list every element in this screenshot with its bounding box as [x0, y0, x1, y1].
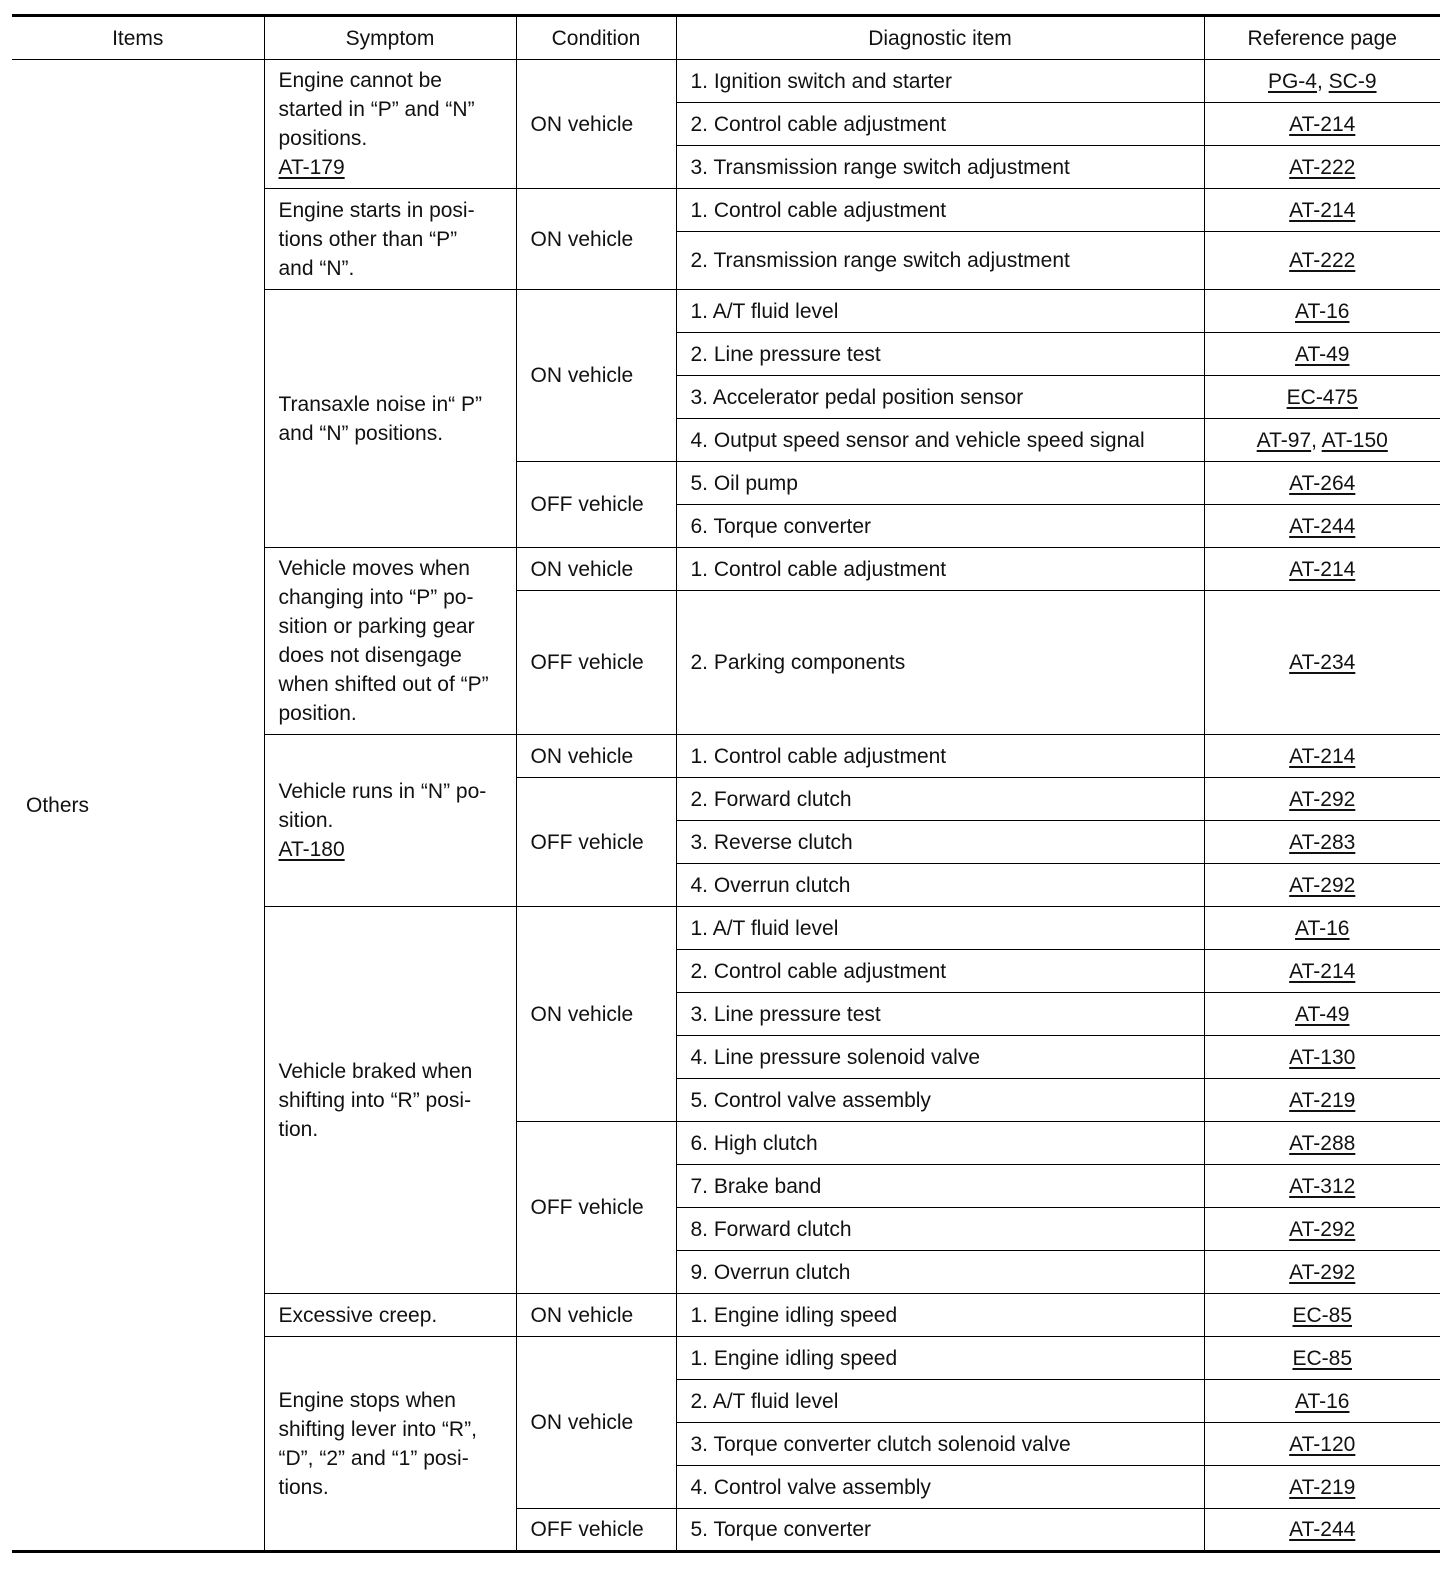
reference-page-link[interactable]: AT-214 [1289, 744, 1356, 768]
reference-page-cell [1204, 462, 1440, 505]
diagnostic-item-cell: 9. Overrun clutch [676, 1251, 1204, 1294]
reference-page-link[interactable]: AT-219 [1289, 1475, 1356, 1499]
condition-cell: OFF vehicle [516, 1509, 676, 1552]
diagnostic-item-cell: 2. Line pressure test [676, 333, 1204, 376]
symptom-text: Vehicle moves when changing into “P” po- sition or parking gear does not disengage when shifted out of “P” position. [278, 557, 489, 725]
column-header-symptom: Symptom [264, 16, 516, 60]
reference-page-cell [1204, 1036, 1440, 1079]
column-header-items: Items [12, 16, 264, 60]
diagnostic-item-cell: 2. Control cable adjustment [676, 103, 1204, 146]
diagnostic-item-cell: 4. Overrun clutch [676, 864, 1204, 907]
reference-page-link[interactable]: AT-49 [1295, 1002, 1350, 1026]
symptom-text: Excessive creep. [278, 1303, 438, 1327]
reference-page-cell [1204, 1337, 1440, 1380]
reference-page-link[interactable]: AT-312 [1289, 1174, 1356, 1198]
symptom-cell [264, 735, 516, 907]
diagnostic-item-cell: 2. Control cable adjustment [676, 950, 1204, 993]
symptom-text: Vehicle braked when shifting into “R” posi- tion. [278, 1059, 473, 1141]
reference-page-link[interactable]: AT-244 [1289, 1518, 1356, 1541]
reference-page-link[interactable]: AT-288 [1289, 1131, 1356, 1155]
reference-page-link[interactable]: AT-214 [1289, 959, 1356, 983]
reference-page-cell: AT-97, AT-150 [1204, 419, 1440, 462]
reference-page-cell [1204, 950, 1440, 993]
diagnostic-item-cell: 8. Forward clutch [676, 1208, 1204, 1251]
reference-page-link[interactable]: AT-264 [1289, 471, 1356, 495]
column-header-diagnostic-item: Diagnostic item [676, 16, 1204, 60]
reference-page-link[interactable]: AT-292 [1289, 873, 1356, 897]
symptom-reference-link[interactable]: AT-180 [278, 838, 345, 861]
reference-page-cell [1204, 103, 1440, 146]
diagnostic-item-cell: 3. Torque converter clutch solenoid valve [676, 1423, 1204, 1466]
diagnostic-item-cell: 4. Control valve assembly [676, 1466, 1204, 1509]
diagnostic-item-cell: 4. Output speed sensor and vehicle speed signal [676, 419, 1204, 462]
diagnosis-table [12, 14, 1440, 1553]
column-header-condition: Condition [516, 16, 676, 60]
reference-page-cell [1204, 146, 1440, 189]
reference-page-cell [1204, 591, 1440, 735]
condition-cell: OFF vehicle [516, 462, 676, 548]
condition-cell: OFF vehicle [516, 591, 676, 735]
diagnostic-item-cell: 5. Control valve assembly [676, 1079, 1204, 1122]
diagnostic-item-cell: 2. Forward clutch [676, 778, 1204, 821]
condition-cell: ON vehicle [516, 189, 676, 290]
symptom-text: Engine stops when shifting lever into “R”, “D”, “2” and “1” posi- tions. [278, 1388, 477, 1499]
symptom-cell [264, 60, 516, 189]
reference-page-link[interactable]: AT-244 [1289, 514, 1356, 538]
reference-page-link[interactable]: EC-85 [1292, 1303, 1353, 1327]
diagnostic-item-cell: 6. Torque converter [676, 505, 1204, 548]
diagnostic-item-cell: 1. Ignition switch and starter [676, 60, 1204, 103]
reference-page-link[interactable]: AT-130 [1289, 1045, 1356, 1069]
symptom-cell [264, 1294, 516, 1337]
reference-page-link[interactable]: AT-292 [1289, 1217, 1356, 1241]
condition-cell: ON vehicle [516, 1294, 676, 1337]
symptom-reference-link[interactable]: AT-179 [278, 156, 345, 179]
symptom-cell [264, 189, 516, 290]
table-body [12, 60, 1440, 1552]
reference-page-cell: PG-4, SC-9 [1204, 60, 1440, 103]
table-header-row [12, 16, 1440, 60]
symptom-text: Vehicle runs in “N” po- sition. [278, 780, 487, 832]
diagnostic-item-cell: 3. Reverse clutch [676, 821, 1204, 864]
column-header-reference-page: Reference page [1204, 16, 1440, 60]
reference-page-cell [1204, 1294, 1440, 1337]
reference-page-cell [1204, 232, 1440, 290]
reference-page-link[interactable]: AT-120 [1289, 1432, 1356, 1456]
condition-cell: ON vehicle [516, 735, 676, 778]
reference-page-link[interactable]: AT-16 [1295, 1389, 1350, 1413]
reference-page-cell [1204, 1380, 1440, 1423]
condition-cell: ON vehicle [516, 548, 676, 591]
condition-cell: OFF vehicle [516, 778, 676, 907]
reference-page-link[interactable]: AT-219 [1289, 1088, 1356, 1112]
reference-page-cell [1204, 1423, 1440, 1466]
reference-page-cell [1204, 548, 1440, 591]
reference-page-cell [1204, 993, 1440, 1036]
reference-page-link[interactable]: AT-150 [1321, 428, 1388, 452]
condition-cell: ON vehicle [516, 1337, 676, 1509]
condition-cell: ON vehicle [516, 907, 676, 1122]
reference-page-cell [1204, 907, 1440, 950]
table-row [12, 60, 1440, 103]
reference-page-cell [1204, 1165, 1440, 1208]
diagnostic-item-cell: 1. Control cable adjustment [676, 735, 1204, 778]
symptom-text: Engine starts in posi- tions other than “P” and “N”. [278, 198, 475, 280]
reference-page-link[interactable]: AT-16 [1295, 299, 1350, 323]
diagnostic-item-cell: 6. High clutch [676, 1122, 1204, 1165]
diagnostic-item-cell: 4. Line pressure solenoid valve [676, 1036, 1204, 1079]
reference-page-link[interactable]: EC-85 [1292, 1346, 1353, 1370]
condition-cell: OFF vehicle [516, 1122, 676, 1294]
reference-page-link[interactable]: AT-292 [1289, 1260, 1356, 1284]
diagnostic-item-cell: 2. Transmission range switch adjustment [676, 232, 1204, 290]
diagnostic-item-cell: 5. Oil pump [676, 462, 1204, 505]
diagnostic-item-cell: 2. A/T fluid level [676, 1380, 1204, 1423]
diagnostic-item-cell: 7. Brake band [676, 1165, 1204, 1208]
reference-page-link[interactable]: AT-16 [1295, 916, 1350, 940]
reference-page-link[interactable]: AT-222 [1289, 249, 1356, 272]
diagnostic-item-cell: 1. Control cable adjustment [676, 548, 1204, 591]
diagnostic-item-cell: 3. Accelerator pedal position sensor [676, 376, 1204, 419]
reference-page-cell [1204, 505, 1440, 548]
reference-page-link[interactable]: AT-214 [1289, 557, 1356, 581]
reference-page-cell [1204, 290, 1440, 333]
symptom-text: Transaxle noise in“ P” and “N” positions. [278, 392, 482, 445]
reference-page-cell [1204, 1509, 1440, 1552]
diagnostic-item-cell: 1. A/T fluid level [676, 907, 1204, 950]
reference-page-link[interactable]: AT-283 [1289, 830, 1356, 854]
symptom-text: Engine cannot be started in “P” and “N” positions. [278, 69, 475, 150]
diagnostic-item-cell: 3. Transmission range switch adjustment [676, 146, 1204, 189]
reference-page-cell [1204, 778, 1440, 821]
symptom-cell [264, 907, 516, 1294]
symptom-cell [264, 290, 516, 548]
reference-page-cell [1204, 1251, 1440, 1294]
reference-page-link[interactable]: AT-222 [1289, 155, 1356, 179]
reference-page-cell [1204, 1466, 1440, 1509]
reference-page-link[interactable]: AT-97 [1256, 428, 1312, 452]
reference-page-link[interactable]: AT-214 [1289, 198, 1356, 222]
reference-page-cell [1204, 1122, 1440, 1165]
condition-cell: ON vehicle [516, 290, 676, 462]
symptom-cell [264, 1337, 516, 1552]
reference-page-link[interactable]: AT-214 [1289, 112, 1356, 136]
reference-page-cell [1204, 821, 1440, 864]
reference-page-link[interactable]: EC-475 [1286, 385, 1358, 409]
diagnostic-item-cell: 1. Engine idling speed [676, 1294, 1204, 1337]
reference-page-cell [1204, 333, 1440, 376]
diagnostic-item-cell: 1. Engine idling speed [676, 1337, 1204, 1380]
reference-page-cell [1204, 735, 1440, 778]
reference-page-cell [1204, 1208, 1440, 1251]
reference-page-cell [1204, 1079, 1440, 1122]
diagnostic-item-cell: 2. Parking components [676, 591, 1204, 735]
diagnostic-item-cell: 1. A/T fluid level [676, 290, 1204, 333]
symptom-cell [264, 548, 516, 735]
condition-cell: ON vehicle [516, 60, 676, 189]
reference-page-link[interactable]: AT-292 [1289, 787, 1356, 811]
diagnostic-item-cell: 5. Torque converter [676, 1509, 1204, 1552]
diagnostic-item-cell: 3. Line pressure test [676, 993, 1204, 1036]
reference-page-link[interactable]: SC-9 [1328, 69, 1377, 93]
reference-page-cell [1204, 864, 1440, 907]
diagnostic-item-cell: 1. Control cable adjustment [676, 189, 1204, 232]
reference-page-link[interactable]: AT-234 [1289, 651, 1356, 674]
reference-page-cell [1204, 189, 1440, 232]
reference-page-link[interactable]: AT-49 [1295, 342, 1350, 366]
reference-page-link[interactable]: PG-4 [1267, 69, 1317, 93]
reference-page-cell [1204, 376, 1440, 419]
items-cell: Others [12, 60, 264, 1552]
